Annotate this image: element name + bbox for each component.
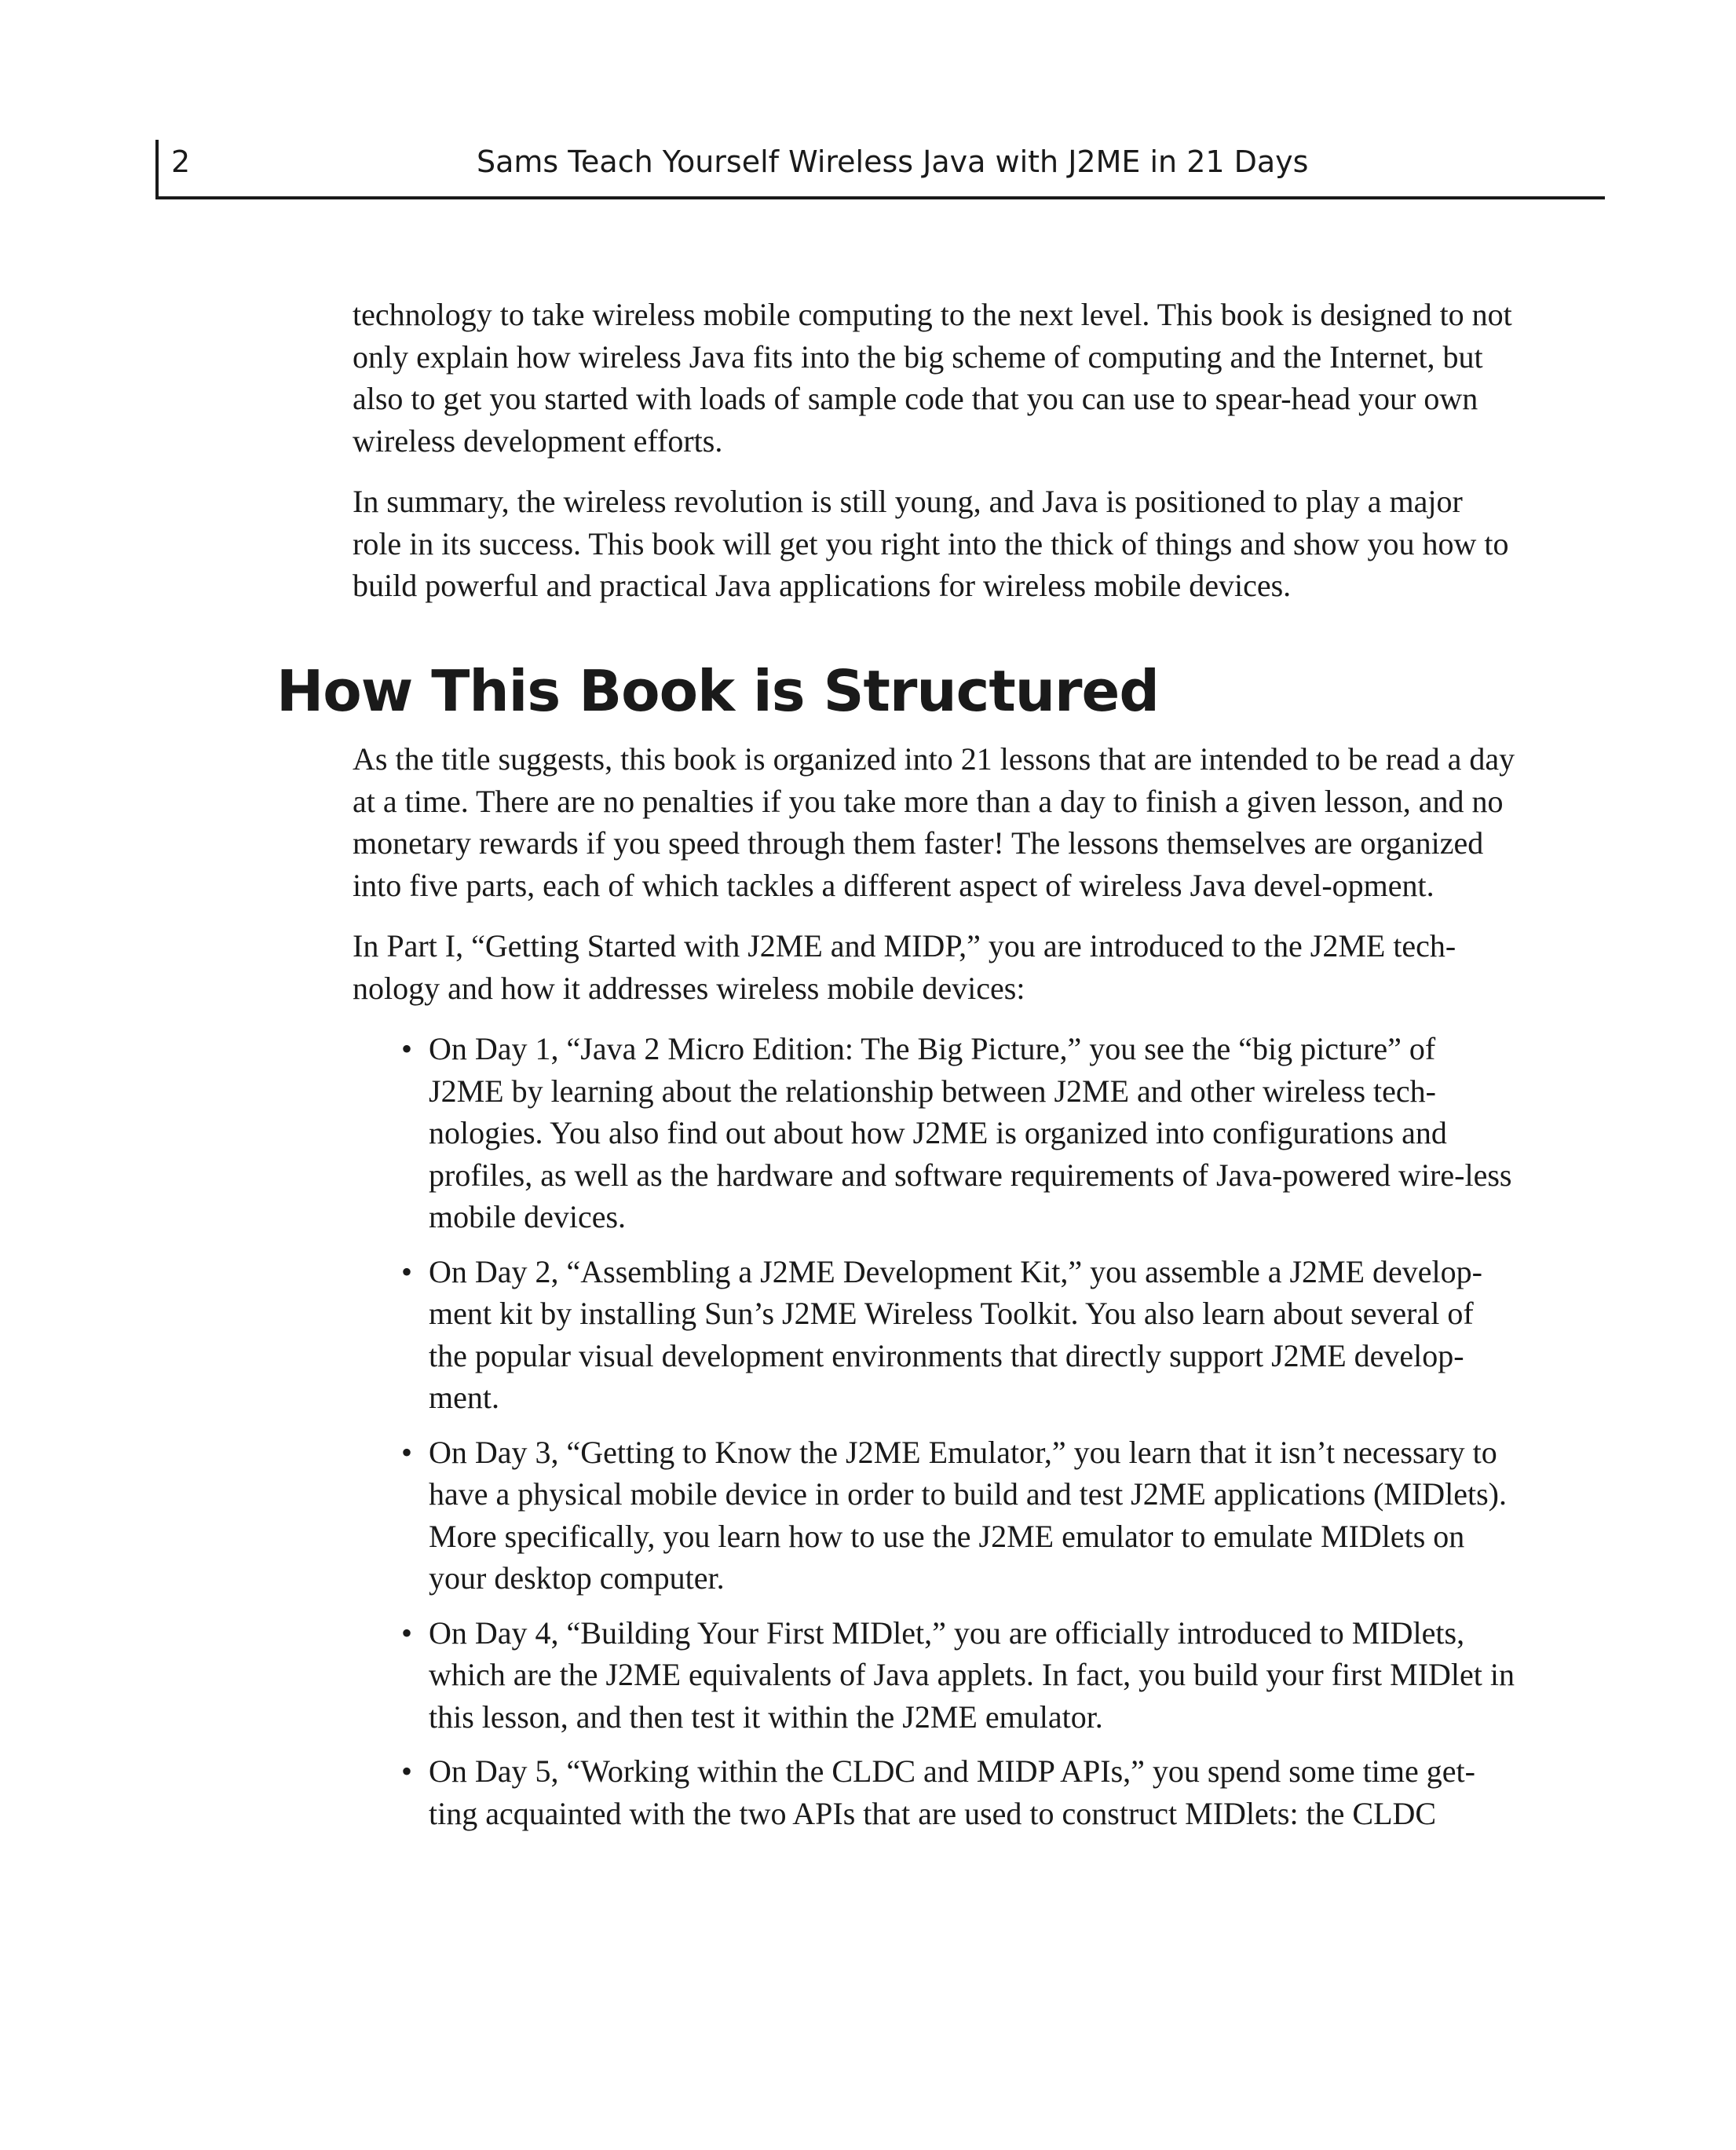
bullet-icon: • — [401, 1434, 413, 1470]
list-item-day-3 — [353, 1432, 1516, 1600]
section-body — [353, 738, 1516, 1847]
bullet-icon: • — [401, 1253, 413, 1289]
section-heading: How This Book is Structured — [276, 658, 1159, 724]
list-item-day-2 — [353, 1251, 1516, 1419]
page-number: 2 — [171, 144, 191, 179]
bullet-icon: • — [401, 1031, 413, 1066]
list-item-text: On Day 3, “Getting to Know the J2ME Emulator,” you learn that it isn’t necessary to have a physical mobile device in order to build and test J2ME applications (MIDlets). More specifically, you learn how to use the J2ME emulator to emulate MIDlets on your desktop computer. — [429, 1434, 1507, 1596]
bullet-icon: • — [401, 1614, 413, 1651]
intro-paragraph-2: In summary, the wireless revolution is still young, and Java is positioned to play a major role in its success. This book will get you right into the thick of things and show you how to build powerful and practical Java applications for wireless mobile devices. — [353, 484, 1509, 603]
running-title: Sams Teach Yourself Wireless Java with J2ME in 21 Days — [477, 144, 1309, 179]
list-item-day-5 — [353, 1750, 1516, 1834]
list-item-text: On Day 2, “Assembling a J2ME Development Kit,” you assemble a J2ME develop-ment kit by installing Sun’s J2ME Wireless Toolkit. You also learn about several of the popular visual development environments that directly support J2ME develop-ment. — [429, 1253, 1482, 1415]
section-paragraph-2: In Part I, “Getting Started with J2ME and MIDP,” you are introduced to the J2ME tech-nology and how it addresses wireless mobile devices: — [353, 928, 1456, 1006]
running-header — [155, 140, 1605, 199]
list-item-day-4 — [353, 1612, 1516, 1739]
day-list — [353, 1028, 1516, 1834]
intro-text — [353, 294, 1516, 626]
bullet-icon: • — [401, 1753, 413, 1789]
list-item-text: On Day 5, “Working within the CLDC and MIDP APIs,” you spend some time get-ting acquainted with the two APIs that are used to construct MIDlets: the CLDC — [429, 1753, 1475, 1831]
section-paragraph-1: As the title suggests, this book is organized into 21 lessons that are intended to be read a day at a time. There are no penalties if you take more than a day to finish a given lesson, and no monetary rewards if you speed through them faster! The lessons themselves are organized into five parts, each of which tackles a different aspect of wireless Java devel-opment. — [353, 741, 1515, 903]
intro-paragraph-1: technology to take wireless mobile computing to the next level. This book is designed to not only explain how wireless Java fits into the big scheme of computing and the Internet, but also to get you started with loads of sample code that you can use to spear-head your own wireless development efforts. — [353, 297, 1512, 459]
list-item-day-1 — [353, 1028, 1516, 1238]
list-item-text: On Day 1, “Java 2 Micro Edition: The Big Picture,” you see the “big picture” of J2ME by learning about the relationship between J2ME and other wireless tech-nologies. You also find out about how J2ME is organized into configurations and profiles, as well as the hardware and software requirements of Java-powered wire-less mobile devices. — [429, 1031, 1512, 1234]
list-item-text: On Day 4, “Building Your First MIDlet,” you are officially introduced to MIDlets, which are the J2ME equivalents of Java applets. In fact, you build your first MIDlet in this lesson, and then test it within the J2ME emulator. — [429, 1614, 1515, 1735]
